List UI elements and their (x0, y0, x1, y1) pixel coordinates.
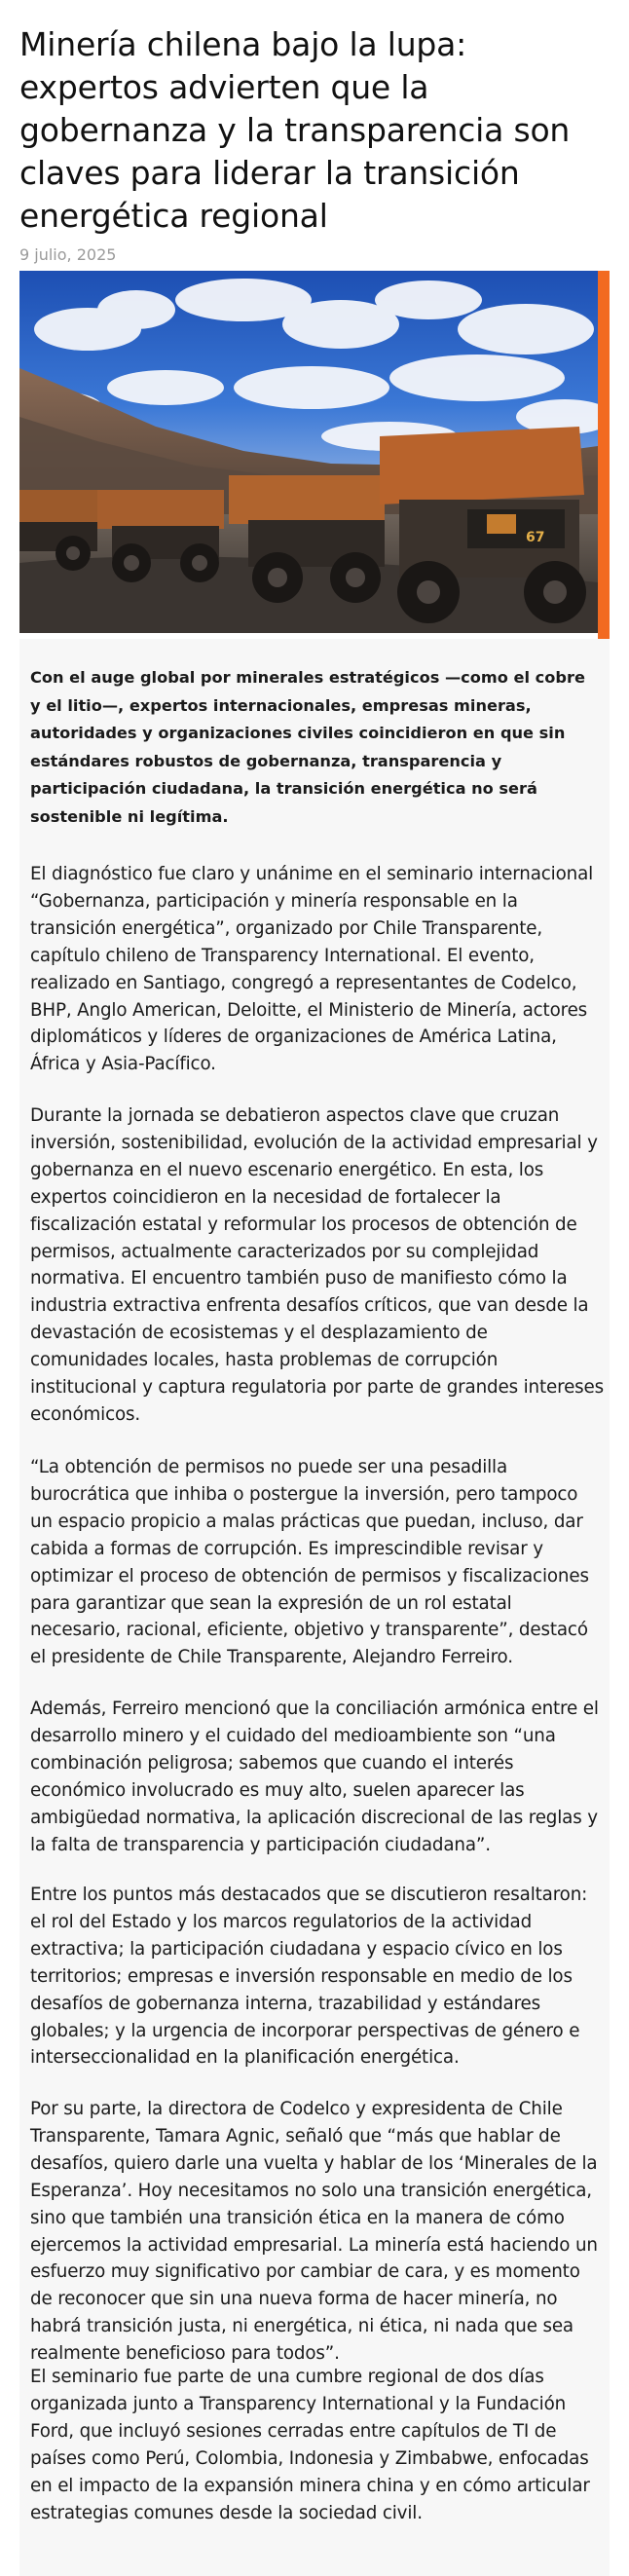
hero-image (19, 271, 610, 633)
article-title: Minería chilena bajo la lupa: expertos advierten que la gobernanza y la transparencia son claves para liderar la transición energética regional (19, 25, 571, 235)
paragraph-4: Además, Ferreiro mencionó que la conciliación armónica entre el desarrollo minero y el cuidado del medioambiente son “una combinación peligrosa; sabemos que cuando el interés económico involucrado es muy alto, suelen aparecer las ambigüedad normativa, la aplicación discrecional de las reglas y la falta de transparencia y participación ciudadana”. (30, 1699, 599, 1855)
paragraph-5: Entre los puntos más destacados que se discutieron resaltaron: el rol del Estado y los marcos regulatorios de la actividad extractiva; la participación ciudadana y espacio cívico en los territorios; empresas e inversión responsable en medio de los desafíos de gobernanza interna, trazabilidad y estándares globales; y la urgencia de incorporar perspectivas de género e interseccionalidad en la planificación energética. (30, 1885, 588, 2069)
article-date: 9 julio, 2025 (19, 245, 117, 264)
paragraph-6: Por su parte, la directora de Codelco y expresidenta de Chile Transparente, Tamara Agnic, señaló que “más que hablar de desafíos, quiero darle una vuelta y hablar de los ‘Minerales de la Esperanza’. Hoy necesitamos no solo una transición energética, sino que también una transición ética en la manera de cómo ejercemos la actividad empresarial. La minería está haciendo un esfuerzo muy significativo por cambiar de cara, y es momento de reconocer que sin una nueva forma de hacer minería, no habrá transición justa, ni energética, ni ética, ni nada que sea realmente beneficioso para todos”. (30, 2099, 598, 2365)
paragraph-7: El seminario fue parte de una cumbre regional de dos días organizada junto a Transparency International y la Fundación Ford, que incluyó sesiones cerradas entre capítulos de TI de países como Perú, Colombia, Indonesia y Zimbabwe, enfocadas en el impacto de la expansión minera china y en cómo articular estrategias comunes desde la sociedad civil. (30, 2367, 590, 2523)
paragraph-1: El diagnóstico fue claro y unánime en el seminario internacional “Gobernanza, participación y minería responsable en la transición energética”, organizado por Chile Transparente, capítulo chileno de Transparency International. El evento, realizado en Santiago, congregó a representantes de Codelco, BHP, Anglo American, Deloitte, el Ministerio de Minería, actores diplomáticos y líderes de organizaciones de América Latina, África y Asia-Pacífico. (30, 864, 594, 1075)
truck-number: 67 (526, 530, 545, 545)
article-lead: Con el auge global por minerales estratégicos —como el cobre y el litio—, expertos internacionales, empresas mineras, autoridades y organizaciones civiles coincidieron en que sin estándares robustos de gobernanza, transparencia y participación ciudadana, la transición energética no será sostenible ni legítima. (30, 668, 585, 826)
accent-bar (598, 271, 610, 639)
paragraph-2: Durante la jornada se debatieron aspectos clave que cruzan inversión, sostenibilidad, evolución de la actividad empresarial y gobernanza en el nuevo escenario energético. En esta, los expertos coincidieron en la necesidad de fortalecer la fiscalización estatal y reformular los procesos de obtención de permisos, actualmente caracterizados por su complejidad normativa. El encuentro también puso de manifiesto cómo la industria extractiva enfrenta desafíos críticos, que van desde la devastación de ecosistemas y el desplazamiento de comunidades locales, hasta problemas de corrupción institucional y captura regulatoria por parte de grandes intereses económicos. (30, 1105, 605, 1425)
paragraph-3: “La obtención de permisos no puede ser una pesadilla burocrática que inhiba o postergue la inversión, pero tampoco un espacio propicio a malas prácticas que puedan, incluso, dar cabida a formas de corrupción. Es imprescindible revisar y optimizar el proceso de obtención de permisos y fiscalizaciones para garantizar que sean la expresión de un rol estatal necesario, racional, eficiente, objetivo y transparente”, destacó el presidente de Chile Transparente, Alejandro Ferreiro. (30, 1457, 589, 1668)
